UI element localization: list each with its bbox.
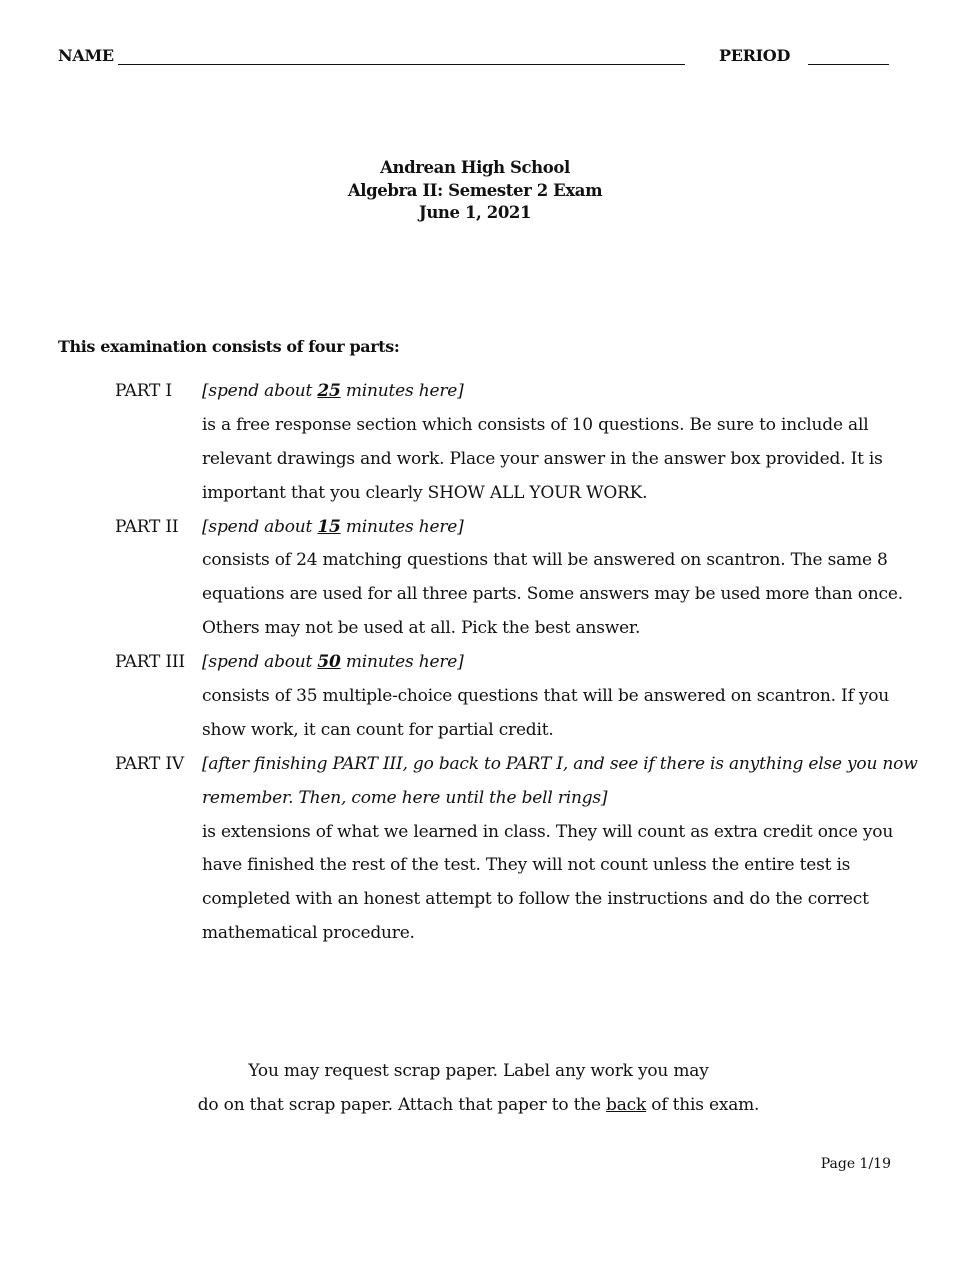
page-number: Page 1/19: [820, 1156, 891, 1172]
part-1-description-line: is a free response section which consists of 10 questions. Be sure to include all: [202, 414, 869, 435]
part-3-description-line: show work, it can count for partial credit.: [202, 719, 554, 740]
part-1-time: [spend about 25 minutes here]: [202, 381, 464, 401]
part-4-description-line: mathematical procedure.: [202, 923, 415, 944]
intro-heading: This examination consists of four parts:: [58, 337, 400, 356]
school-name: Andrean High School: [380, 158, 570, 177]
scrap-paper-note-line: You may request scrap paper. Label any work you may: [248, 1061, 709, 1081]
scrap-paper-note-line: do on that scrap paper. Attach that paper to the back of this exam.: [197, 1094, 760, 1115]
part-3-label: PART III: [115, 652, 185, 673]
exam-title-block: [0, 157, 950, 225]
part-3-header: [115, 651, 895, 685]
part-2-time: [spend about 15 minutes here]: [202, 516, 464, 537]
part-1-header: [115, 380, 895, 414]
exam-parts-list: [115, 380, 918, 956]
period-field-line[interactable]: [808, 64, 889, 65]
part-2-header: [115, 516, 895, 550]
name-field-line[interactable]: [118, 64, 685, 65]
scrap-paper-note: [0, 1055, 957, 1122]
part-2-description-line: consists of 24 matching questions that will be answered on scantron. The same 8: [202, 550, 888, 571]
part-4-description-line: have finished the rest of the test. They will not count unless the entire test is: [202, 855, 851, 876]
part-3-minutes: 50: [317, 652, 341, 673]
part-3-time: [spend about 50 minutes here]: [202, 652, 464, 673]
period-label: PERIOD: [719, 46, 791, 65]
part-1-label: PART I: [115, 381, 172, 401]
part-2-description-line: Others may not be used at all. Pick the best answer.: [202, 618, 641, 639]
name-label: NAME: [58, 46, 114, 65]
part-4-header: [115, 753, 918, 787]
part-1-minutes: 25: [317, 381, 341, 401]
part-2-minutes: 15: [317, 516, 341, 537]
part-2-description-line: equations are used for all three parts. Some answers may be used more than once.: [202, 584, 903, 605]
part-3-description-line: consists of 35 multiple-choice questions that will be answered on scantron. If you: [202, 686, 890, 707]
part-4-instruction: [after finishing PART III, go back to PART I, and see if there is anything else you now: [202, 753, 918, 774]
part-1-description-line: important that you clearly SHOW ALL YOUR WORK.: [202, 482, 648, 503]
back-emphasis: back: [606, 1094, 647, 1115]
part-1-description-line: relevant drawings and work. Place your answer in the answer box provided. It is: [202, 448, 883, 469]
part-4-instruction-line: remember. Then, come here until the bell rings]: [202, 787, 608, 808]
exam-title: Algebra II: Semester 2 Exam: [347, 180, 603, 200]
exam-date: June 1, 2021: [418, 203, 532, 222]
part-2-label: PART II: [115, 516, 179, 537]
part-4-description-line: completed with an honest attempt to follow the instructions and do the correct: [202, 889, 869, 910]
part-4-description-line: is extensions of what we learned in class. They will count as extra credit once you: [202, 821, 894, 842]
part-4-label: PART IV: [115, 753, 184, 774]
student-info-header: [58, 44, 890, 70]
